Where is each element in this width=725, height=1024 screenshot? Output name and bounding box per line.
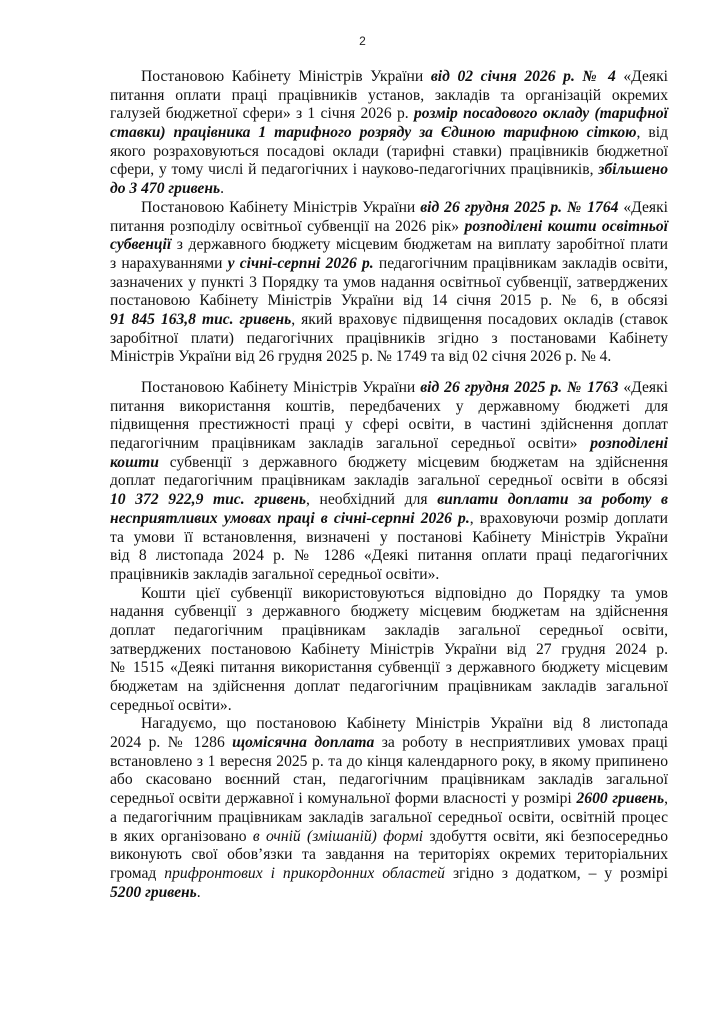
text-run: педагогічним працівникам закладів загальної середньої освіти»: [110, 435, 591, 453]
text-line: [110, 809, 668, 828]
emphasis-bold-italic: 5200 гривень: [110, 883, 197, 901]
text-run: за роботу в несприятливих умовах праці: [374, 734, 668, 752]
text-run: питання оплати праці працівників установ, закладів та організацій окремих: [110, 86, 668, 104]
text-line: [110, 659, 668, 678]
text-line: [110, 143, 668, 162]
text-run: питання використання коштів, передбачених у державному бюджеті для: [110, 397, 668, 415]
paragraph: [110, 68, 668, 199]
text-run: Постановою Кабінету Міністрів України: [141, 379, 421, 396]
text-line: [110, 510, 668, 529]
text-line: [110, 199, 668, 218]
text-run: «Деякі: [615, 68, 668, 85]
text-run: , який враховує підвищення посадових окладів (ставок: [291, 310, 668, 328]
text-line: [110, 585, 668, 604]
text-run: Постановою Кабінету Міністрів України: [141, 68, 431, 85]
emphasis-bold-italic: збільшено: [598, 161, 668, 179]
text-line: [110, 105, 668, 124]
text-run: «Деякі: [618, 198, 668, 216]
emphasis-bold-italic: 2600 гривень: [576, 790, 665, 808]
emphasis-bold-italic: від 02 січня 2026 р. № 4: [430, 68, 616, 85]
text-run: підвищення престижності праці у сфері освіти, в частині здійснення доплат: [110, 416, 668, 434]
text-line: [110, 865, 668, 884]
emphasis-bold-italic: несприятливих умовах праці в січні-серпні 2026 р.: [110, 509, 470, 527]
text-line: [110, 124, 668, 143]
text-run: питання розподілу освітньої субвенції на 2026 рік»: [110, 217, 465, 235]
text-run: сфери, у тому числі й педагогічних і науково-педагогічних працівників,: [110, 161, 599, 179]
text-line: [110, 274, 668, 293]
text-run: доплат педагогічним працівникам закладів загальної середньої освіти в обсязі: [110, 472, 668, 490]
text-line: [110, 828, 668, 847]
text-line: [110, 697, 668, 716]
text-run: середньої освіти державної і комунальної форми власності у розмірі: [110, 790, 577, 808]
emphasis-italic: прифронтових і прикордонних областей: [164, 864, 445, 882]
text-line: [110, 311, 668, 330]
text-run: субвенції з державного бюджету місцевим бюджетам на здійснення: [158, 453, 668, 471]
text-line: [110, 734, 668, 753]
paragraph: [110, 199, 668, 367]
text-run: в яких організовано: [110, 827, 253, 845]
text-line: [110, 292, 668, 311]
text-run: педагогічним працівникам закладів освіти,: [373, 254, 668, 272]
emphasis-bold-italic: кошти: [110, 453, 159, 471]
text-run: середньої освіти».: [110, 696, 232, 714]
text-run: працівників закладів загальної середньої освіти».: [110, 565, 440, 583]
paragraph: [110, 585, 668, 716]
text-line: [110, 416, 668, 435]
text-run: від 8 листопада 2024 р. № 1286 «Деякі питання оплати праці педагогічних: [110, 547, 668, 565]
text-run: доплат педагогічним працівникам закладів загальної середньої освіти,: [110, 621, 668, 639]
emphasis-bold-italic: 91 845 163,8 тис. гривень: [110, 310, 292, 328]
text-line: [110, 622, 668, 641]
page-number: 2: [359, 34, 366, 48]
text-line: [110, 87, 668, 106]
text-line: [110, 218, 668, 237]
text-run: Нагадуємо, що постановою Кабінету Міністрів України від 8 листопада: [141, 715, 668, 733]
text-run: та умови її встановлення, визначені у постанові Кабінету Міністрів України: [110, 528, 668, 546]
emphasis-bold-italic: розподілені кошти освітньої: [464, 217, 668, 235]
text-line: [110, 68, 668, 87]
text-run: згідно з додатком, – у розмірі: [444, 864, 669, 882]
text-run: Кошти цієї субвенції використовуються відповідно до Порядку та умов: [141, 584, 668, 602]
text-line: [110, 255, 668, 274]
text-line: [110, 398, 668, 417]
text-line: [110, 603, 668, 622]
text-run: Міністрів України від 26 грудня 2025 р. № 1749 та від 02 січня 2026 р. № 4.: [110, 348, 612, 366]
text-run: громад: [110, 864, 165, 882]
text-line: [110, 753, 668, 772]
text-line: [110, 566, 668, 585]
text-run: бюджетам на здійснення доплат педагогічним працівникам закладів загальної: [110, 678, 668, 695]
text-line: [110, 884, 668, 903]
text-line: [110, 715, 668, 734]
text-run: затверджених постановою Кабінету Міністрів України від 27 грудня 2024 р.: [110, 640, 668, 658]
emphasis-bold-italic: щомісячна доплата: [232, 734, 375, 752]
text-line: [110, 379, 668, 398]
text-line: [110, 348, 668, 367]
text-run: надання субвенції з державного бюджету місцевим бюджетам на здійснення: [110, 603, 668, 621]
emphasis-bold-italic: субвенції: [110, 236, 172, 254]
text-line: [110, 435, 668, 454]
text-run: , від: [636, 124, 668, 142]
text-line: [110, 547, 668, 566]
emphasis-bold-italic: від 26 грудня 2025 р. № 1763: [420, 379, 619, 396]
text-run: якого розраховуються посадові оклади (тарифні ставки) працівників бюджетної: [110, 142, 668, 160]
text-run: зазначених у пункті 3 Порядку та умов надання освітньої субвенції, затверджених: [110, 273, 668, 291]
text-line: [110, 491, 668, 510]
emphasis-bold-italic: від 26 грудня 2025 р. № 1764: [420, 198, 619, 216]
emphasis-italic: в очній (змішаній) формі: [252, 827, 424, 845]
text-line: [110, 236, 668, 255]
text-run: галузей бюджетної сфери» з 1 січня 2026 р.: [110, 105, 414, 123]
text-line: [110, 161, 668, 180]
text-run: 2024 р. № 1286: [110, 734, 233, 752]
text-line: [110, 472, 668, 491]
text-line: [110, 790, 668, 809]
emphasis-bold-italic: виплати доплати за роботу в: [437, 491, 668, 509]
text-run: або скасовано воєнний стан, педагогічним працівникам закладів загальної: [110, 771, 668, 789]
text-line: [110, 771, 668, 790]
emphasis-bold-italic: до 3 470 гривень: [110, 180, 221, 198]
paragraph: [110, 379, 668, 585]
text-line: [110, 454, 668, 473]
text-run: , враховуючи розмір доплати: [469, 509, 669, 527]
emphasis-bold-italic: 10 372 922,9 тис. гривень: [110, 491, 306, 509]
text-run: № 1515 «Деякі питання використання субвенції з державного бюджету місцевим: [110, 659, 668, 677]
text-run: з державного бюджету місцевим бюджетам на виплату заробітної плати: [171, 236, 668, 254]
text-run: встановлено з 1 вересня 2025 р. та до кінця календарного року, в якому припинено: [110, 752, 668, 770]
text-line: [110, 678, 668, 697]
document-body: [110, 68, 668, 902]
text-line: [110, 180, 668, 199]
text-run: з нарахуваннями: [110, 254, 228, 272]
emphasis-bold-italic: розмір посадового окладу (тарифної: [413, 105, 668, 123]
text-run: заробітної плати) педагогічних працівників згідно з постановами Кабінету: [110, 329, 668, 347]
text-run: постановою Кабінету Міністрів України від 14 січня 2015 р. № 6, в обсязі: [110, 292, 668, 310]
emphasis-bold-italic: розподілені: [590, 435, 668, 453]
text-run: Постановою Кабінету Міністрів України: [141, 198, 421, 216]
text-run: , необхідний для: [305, 491, 438, 509]
text-run: а педагогічним працівникам закладів загальної середньої освіти, освітній процес: [110, 808, 668, 826]
emphasis-bold-italic: у січні-серпні 2026 р.: [227, 254, 374, 272]
text-line: [110, 846, 668, 865]
text-run: «Деякі: [618, 379, 668, 396]
paragraph: [110, 715, 668, 902]
text-run: .: [196, 883, 201, 901]
text-line: [110, 529, 668, 548]
text-line: [110, 641, 668, 660]
text-run: виконують свої обов’язки та завдання на територіях окремих територіальних: [110, 846, 668, 864]
text-run: .: [220, 180, 225, 198]
text-run: ,: [664, 790, 668, 808]
emphasis-bold-italic: ставки) працівника 1 тарифного розряду за Єдиною тарифною сіткою: [110, 124, 637, 142]
text-run: здобуття освіти, які безпосередньо: [423, 827, 668, 845]
text-line: [110, 330, 668, 349]
